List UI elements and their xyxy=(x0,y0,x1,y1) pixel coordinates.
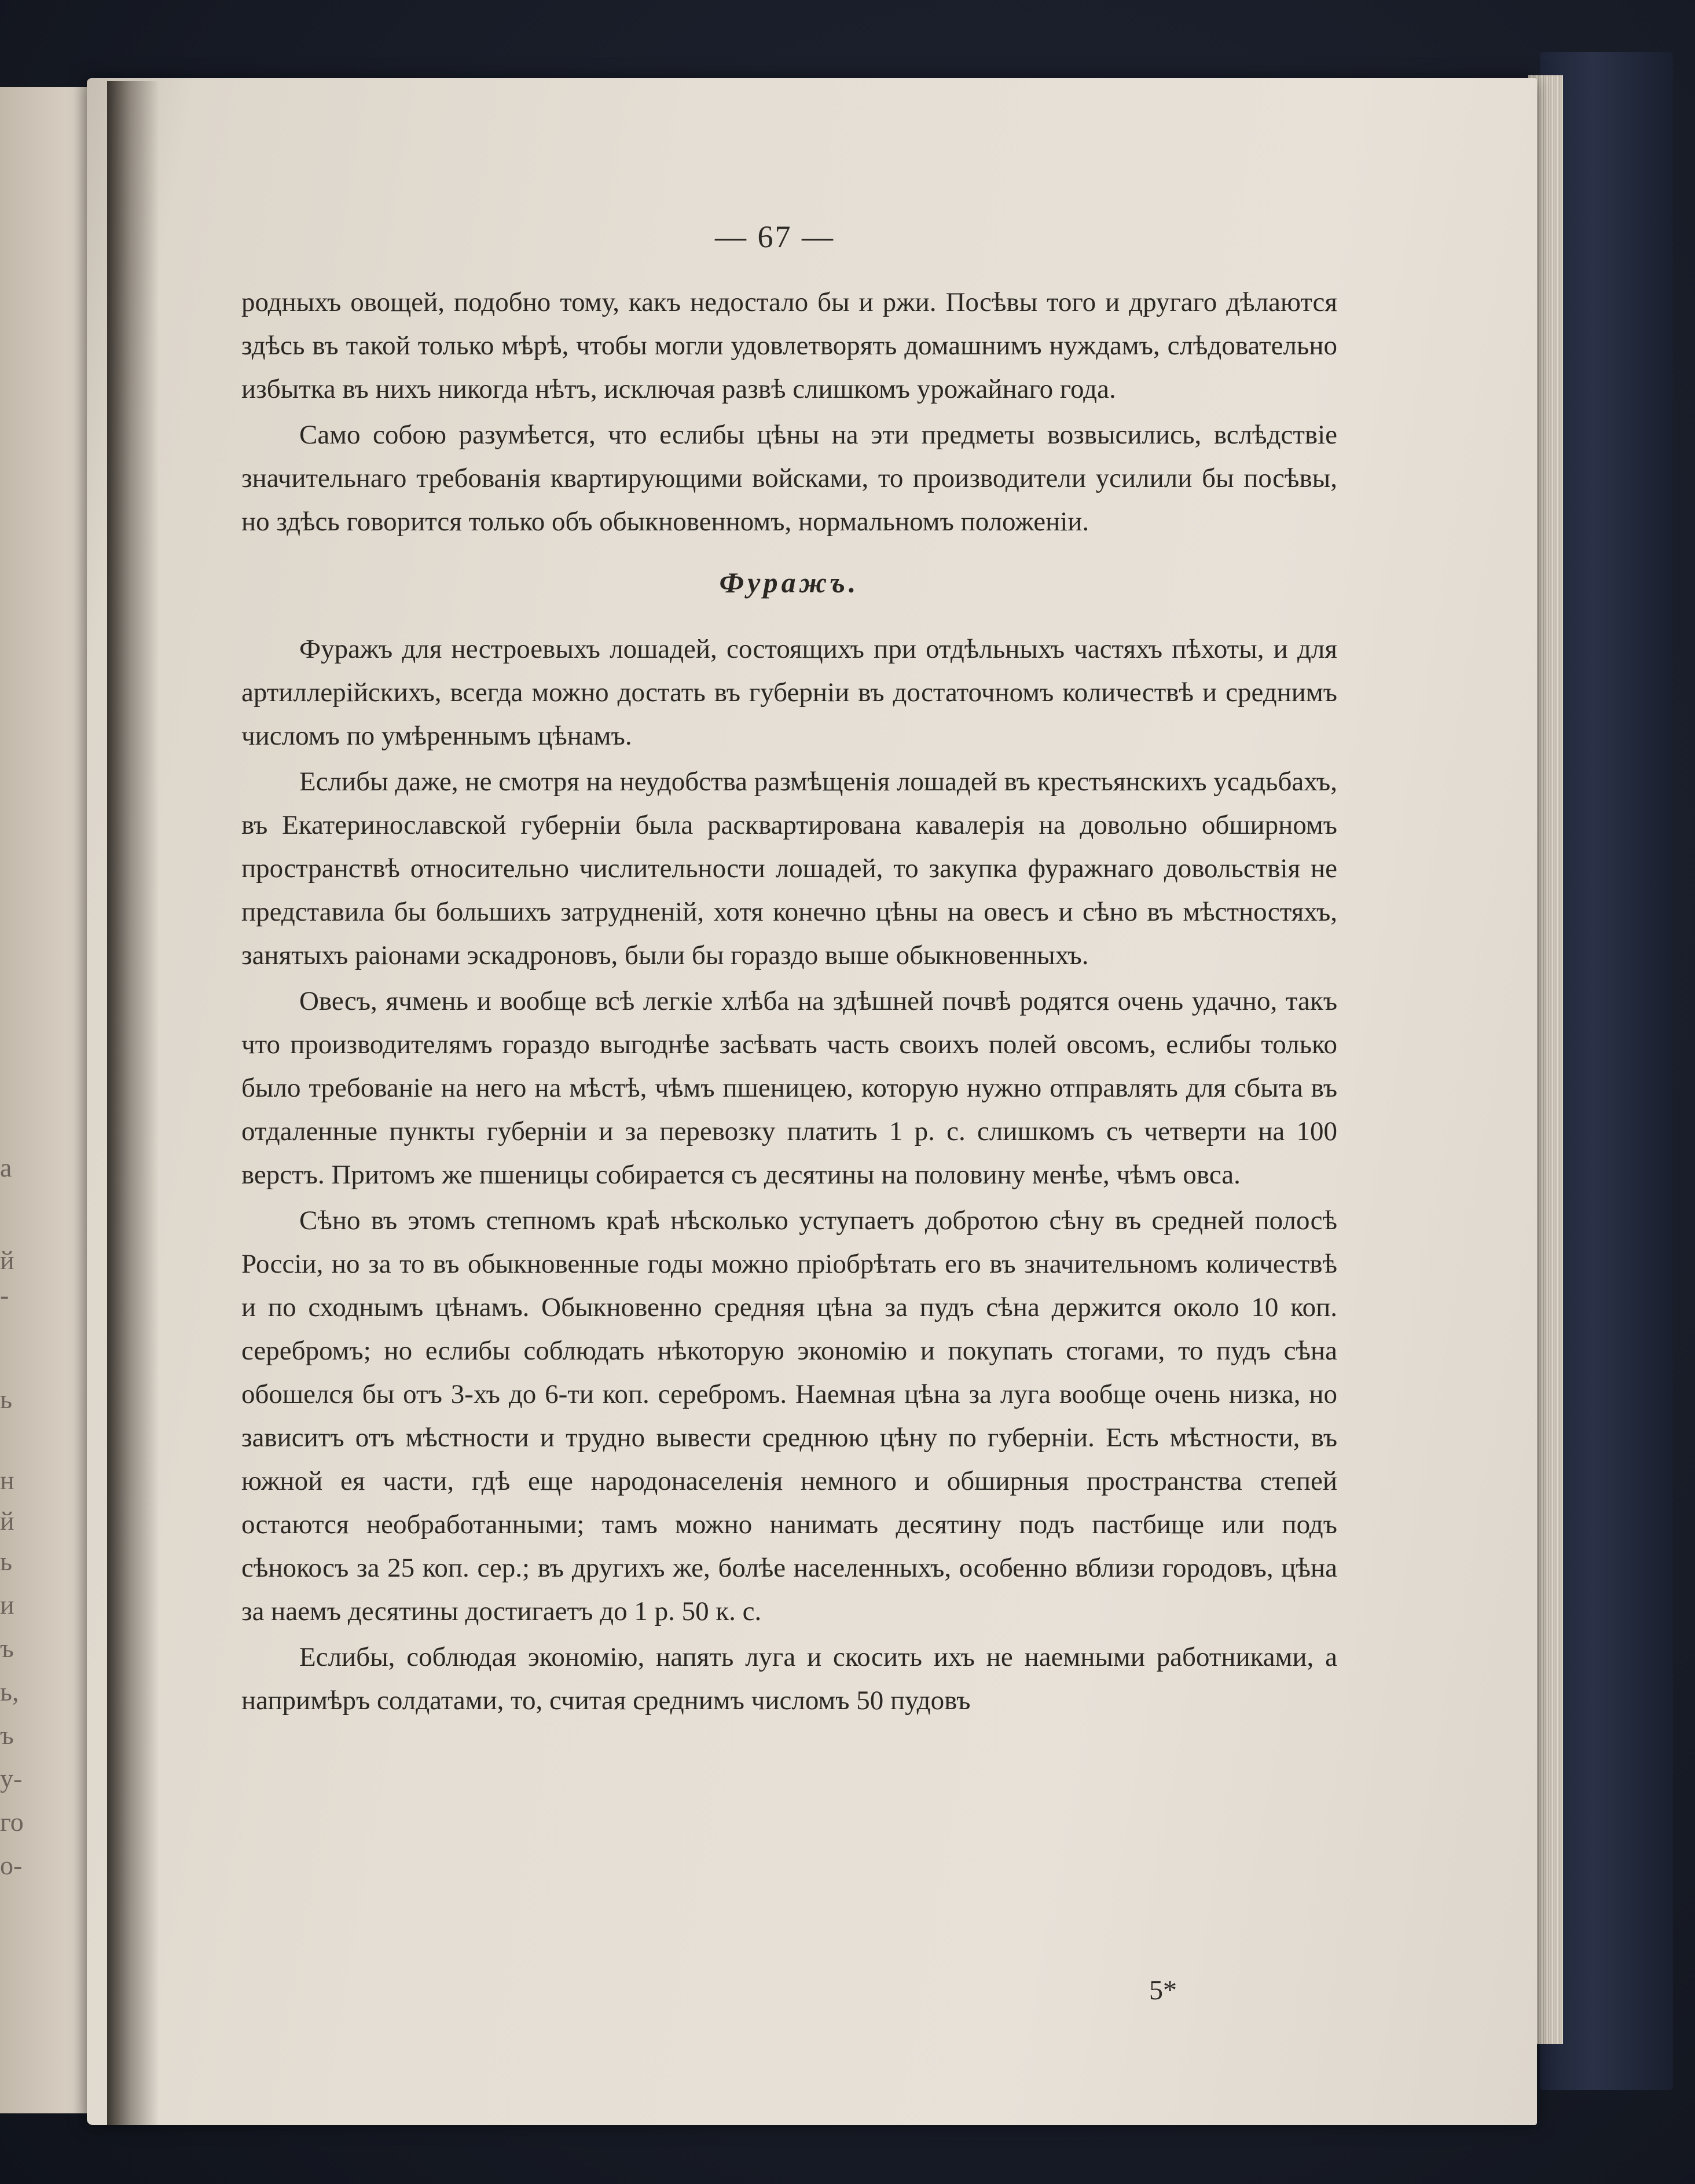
paragraph: Еслибы даже, не смотря на неудобства размѣщенія лошадей въ крестьянскихъ усадьбахъ, въ Екатеринославской губерніи была расквартирована кавалерія на довольно обширномъ пространствѣ относительно числительности лошадей, то закупка фуражнаго довольствія не представила бы большихъ затрудненій, хотя конечно цѣны на овесъ и сѣно въ мѣстностяхъ, занятыхъ раіонами эскадроновъ, были бы гораздо выше обыкновенныхъ. xyxy=(241,767,1337,970)
paragraph: Еслибы, соблюдая экономію, напять луга и скосить ихъ не наемными работниками, а напримѣръ солдатами, то, считая среднимъ числомъ 50 пудовъ xyxy=(241,1642,1337,1716)
gutter-shadow xyxy=(107,81,159,2125)
left-page-fragment: ъ xyxy=(0,1633,14,1663)
left-page-fragment: у- xyxy=(0,1764,23,1793)
left-page-fragment: ь xyxy=(0,1384,12,1414)
left-page-fragment: о- xyxy=(0,1850,23,1880)
left-page-fragment: го xyxy=(0,1807,24,1837)
paragraph: Овесъ, ячмень и вообще всѣ легкіе хлѣба на здѣшней почвѣ родятся очень удачно, такъ что производителямъ гораздо выгоднѣе засѣвать часть своихъ полей овсомъ, еслибы только было требованіе на него на мѣстѣ, чѣмъ пшеницею, которую нужно отправлять для сбыта въ отдаленные пункты губерніи и за перевозку платить 1 р. с. слишкомъ съ четверти на 100 верстъ. Притомъ же пшеницы собирается съ десятины на половину менѣе, чѣмъ овса. xyxy=(241,986,1337,1190)
paragraph: Фуражъ для нестроевыхъ лошадей, состоящихъ при отдѣльныхъ частяхъ пѣхоты, и для артиллерійскихъ, всегда можно достать въ губерніи въ достаточномъ количествѣ и среднимъ числомъ по умѣреннымъ цѣнамъ. xyxy=(241,634,1337,751)
paragraph: родныхъ овощей, подобно тому, какъ недостало бы и ржи. Посѣвы того и другаго дѣлаются здѣсь въ такой только мѣрѣ, чтобы могли удовлетворять домашнимъ нуждамъ, слѣдовательно избытка въ нихъ никогда нѣтъ, исключая развѣ слишкомъ урожайнаго года. xyxy=(241,287,1337,404)
left-page-fragment: н xyxy=(0,1465,14,1495)
left-page-fragment: и xyxy=(0,1590,14,1619)
page-number: — 67 — xyxy=(715,219,835,254)
paragraph: Само собою разумѣется, что еслибы цѣны на эти предметы возвысились, вслѣдствіе значительнаго требованія квартирующими войсками, то производители усилили бы посѣвы, но здѣсь говорится только объ обыкновенномъ, нормальномъ положеніи. xyxy=(241,420,1337,537)
left-page-fragment: й xyxy=(0,1506,14,1536)
page-body xyxy=(241,281,1337,1725)
paragraph: Сѣно въ этомъ степномъ краѣ нѣсколько уступаетъ добротою сѣну въ средней полосѣ Россіи, но за то въ обыкновенные годы можно пріобрѣтать его въ значительномъ количествѣ и по сходнымъ цѣнамъ. Обыкновенно средняя цѣна за пудъ сѣна держится около 10 коп. серебромъ; но еслибы соблюдать нѣкоторую экономію и покупать стогами, то пудъ сѣна обошелся бы отъ 3-хъ до 6-ти коп. серебромъ. Наемная цѣна за луга вообще очень низка, но зависитъ отъ мѣстности и трудно вывести среднюю цѣну по губерніи. Есть мѣстности, въ южной ея части, гдѣ еще народонаселенія немного и обширныя пространства степей остаются необработанными; тамъ можно нанимать десятину подъ пастбище или подъ сѣнокосъ за 25 коп. сер.; въ другихъ же, болѣе населенныхъ, особенно вблизи городовъ, цѣна за наемъ десятины достигаетъ до 1 р. 50 к. с. xyxy=(241,1205,1337,1626)
left-page-fragment: ь xyxy=(0,1547,12,1576)
left-page-fragment: й xyxy=(0,1245,14,1275)
left-page-fragment: ъ xyxy=(0,1720,14,1750)
left-page-fragment: а xyxy=(0,1153,12,1182)
signature-mark: 5* xyxy=(1149,1975,1177,2006)
left-page-fragment: ь, xyxy=(0,1677,19,1706)
section-heading: Фуражъ. xyxy=(719,566,860,599)
left-page-fragment: - xyxy=(0,1280,9,1310)
